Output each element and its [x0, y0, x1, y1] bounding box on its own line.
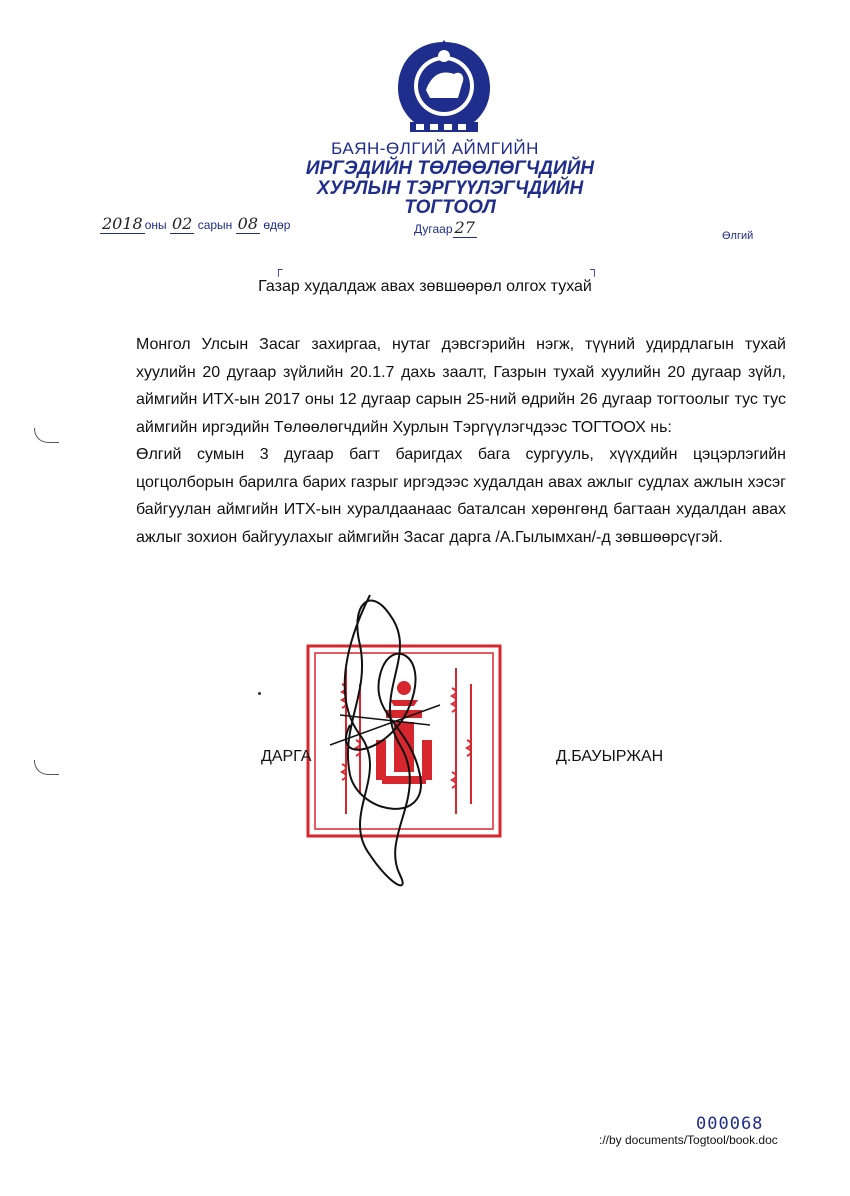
ink-dot — [258, 692, 261, 695]
signatory-name: Д.БАУЫРЖАН — [556, 748, 664, 765]
date-year-label: оны — [144, 218, 167, 232]
footer-path: ://by documents/Togtool/book.doc — [599, 1133, 778, 1147]
header-council-line: ИРГЭДИЙН ТӨЛӨӨЛӨГЧДИЙН — [305, 158, 595, 179]
bracket-right-icon: ┐ — [590, 262, 599, 276]
signatory-title: ДАРГА — [261, 748, 312, 765]
date-month: 02 — [172, 214, 193, 233]
place-name: Өлгий — [722, 230, 754, 242]
date-line — [100, 214, 290, 233]
document-number — [414, 218, 477, 237]
bracket-left-icon: ┌ — [274, 262, 283, 276]
header-doc-type: ТОГТООЛ — [404, 197, 496, 218]
number-label: Дугаар — [414, 222, 453, 236]
document-body — [136, 331, 786, 551]
paragraph-2: Өлгий сумын 3 дугаар багт баригдах бага сургууль, хүүхдийн цэцэрлэгийн цогцолборын барилга барих газрыг иргэдээс худалдан авах ажлыг судлах ажлын хэсэг байгуулан аймгийн ИТХ-ын хуралдаанаас баталсан хөрөнгөнд багтаан худалдан авах ажлыг зохион байгуулахыг аймгийн Засаг дарга /А.Гылымхан/-д зөвшөөрсүгэй. — [136, 446, 786, 546]
date-day-label: өдөр — [263, 218, 291, 232]
number-value: 27 — [454, 218, 475, 237]
date-month-label: сарын — [197, 218, 233, 232]
serial-number: 000068 — [696, 1114, 764, 1134]
punch-hole-mark — [34, 428, 59, 443]
paragraph-1: Монгол Улсын Засаг захиргаа, нутаг дэвсгэрийн нэгж, түүний удирдлагын тухай хуулийн 20 дугаар зүйлийн 20.1.7 дахь заалт, Газрын тухай хуулийн 20 дугаар зүйл, аймгийн ИТХ-ын 2017 оны 12 дугаар сарын 25-ний өдрийн 26 дугаар тогтоолыг тус тус аймгийн иргэдийн Төлөөлөгчдийн Хурлын Тэргүүлэгчдээс ТОГТООХ нь: — [136, 336, 786, 436]
signature-scribble-icon — [310, 575, 470, 905]
header-presidium-line: ХУРЛЫН ТЭРГҮҮЛЭГЧДИЙН — [316, 178, 584, 199]
punch-hole-mark — [34, 760, 59, 775]
date-year: 2018 — [102, 214, 143, 233]
document-title: Газар худалдаж авах зөвшөөрөл олгох тухай — [258, 278, 592, 295]
header-org-line: БАЯН-ӨЛГИЙ АЙМГИЙН — [331, 139, 539, 158]
date-day: 08 — [237, 214, 259, 233]
state-emblem-icon — [394, 40, 494, 136]
